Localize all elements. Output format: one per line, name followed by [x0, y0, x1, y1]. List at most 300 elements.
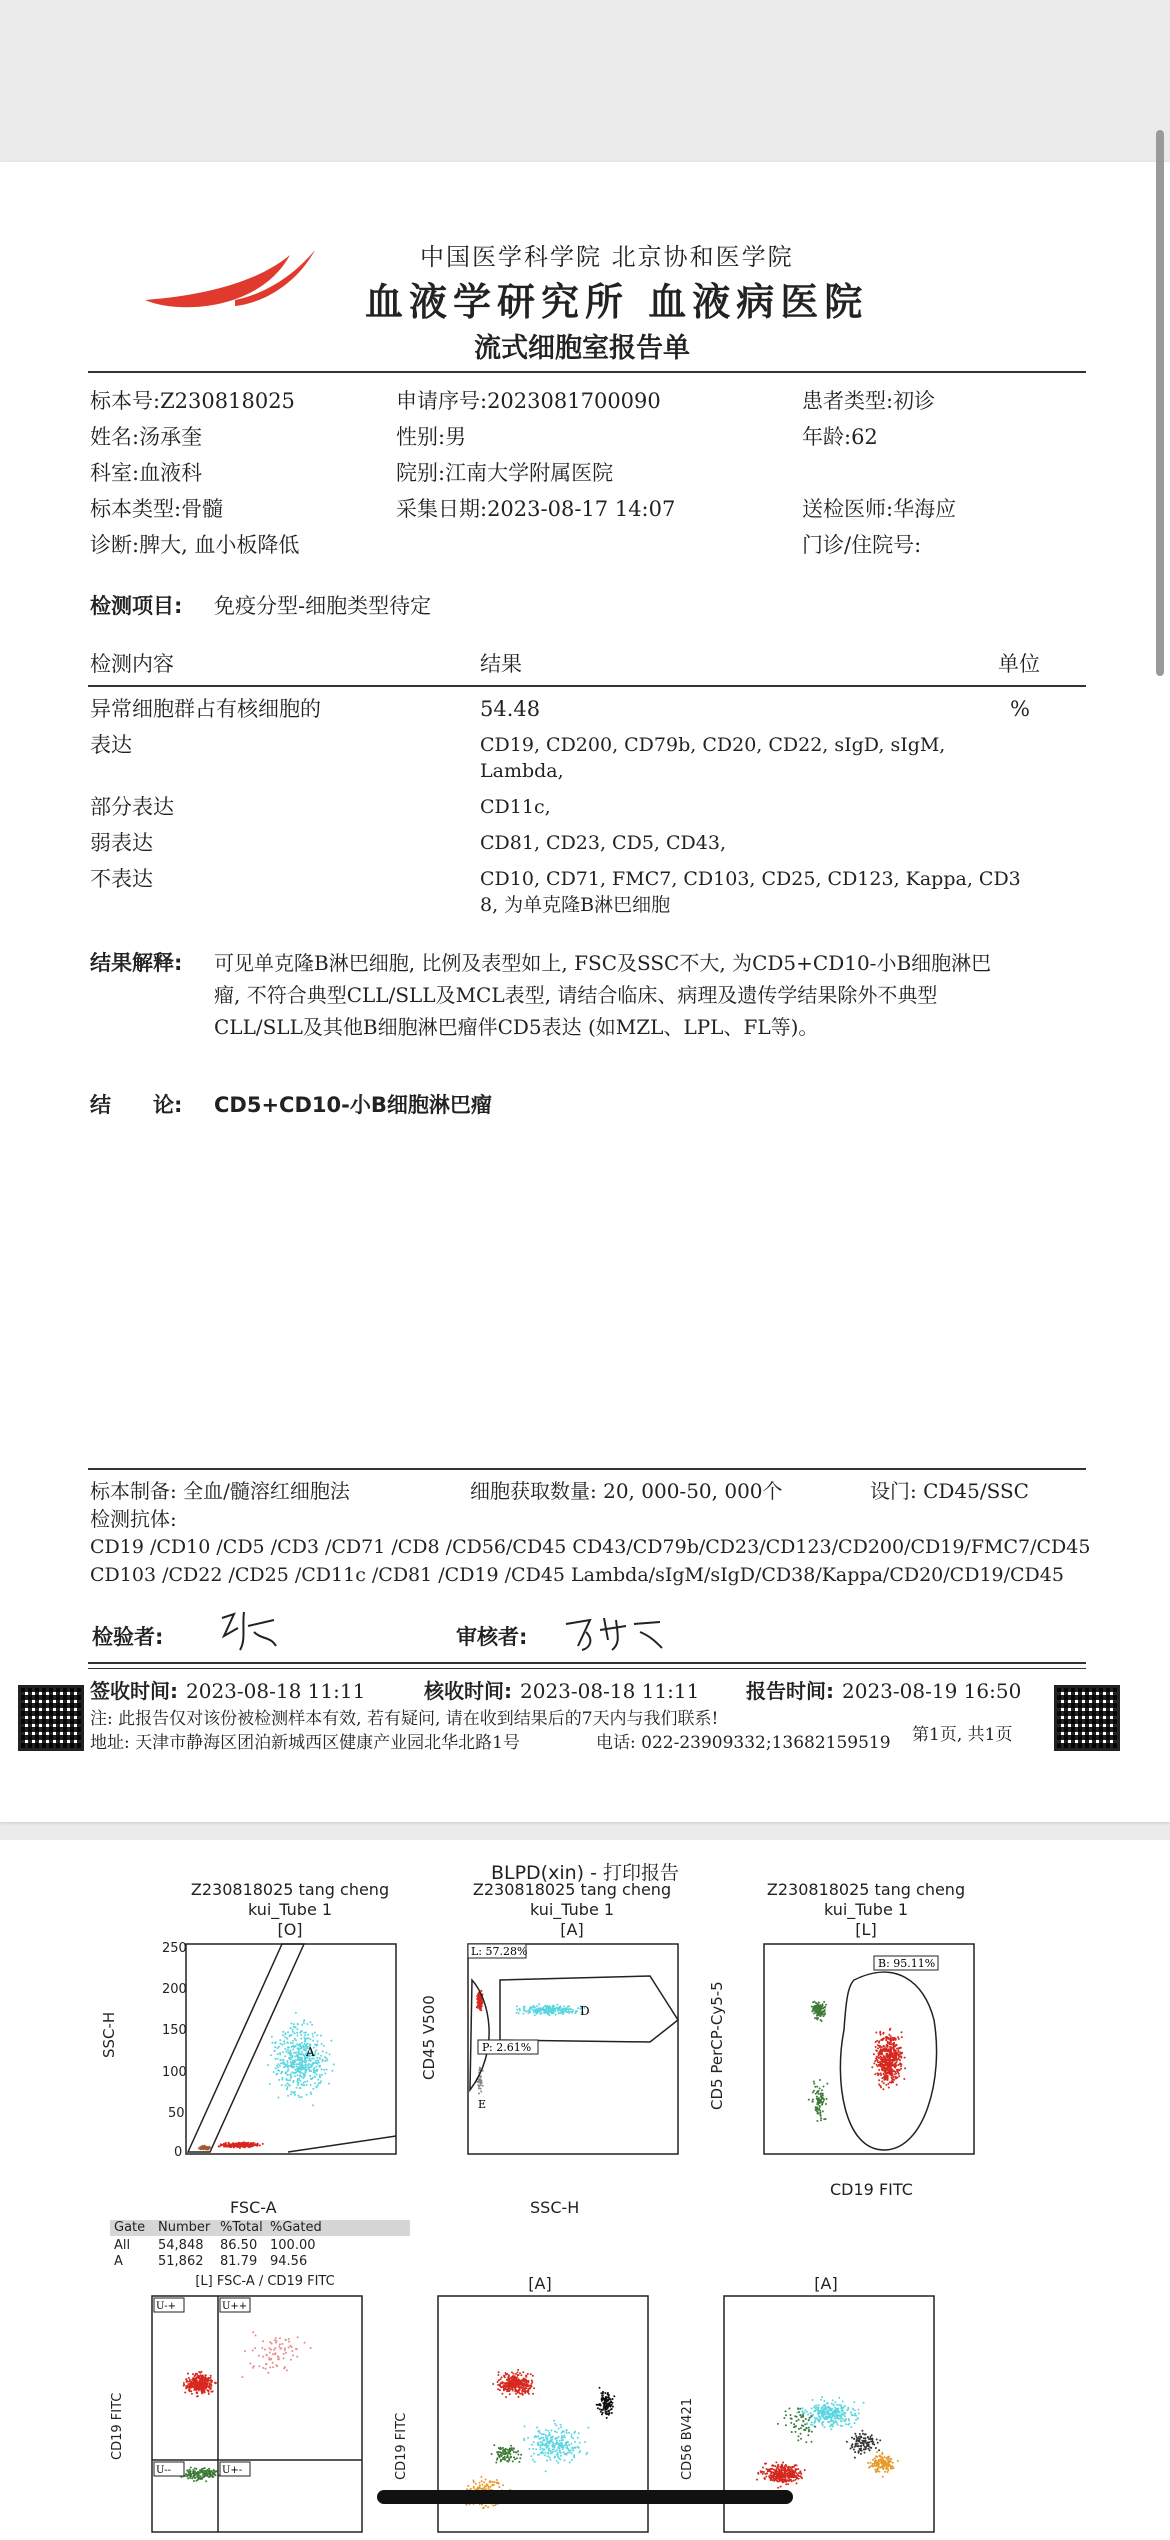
scatter-dot — [305, 2060, 307, 2062]
scatter-dot — [767, 2470, 769, 2472]
institute-line-2: 血液学研究所 血液病医院 — [365, 279, 869, 324]
scatter-dot — [515, 2393, 517, 2395]
scatter-dot — [488, 2486, 490, 2488]
scatter-dot — [210, 2387, 212, 2389]
scatter-dot — [281, 2084, 283, 2086]
scatter-dot — [840, 2414, 842, 2416]
home-indicator[interactable] — [377, 2490, 793, 2504]
scatter-dot — [879, 2439, 881, 2441]
scatter-dot — [793, 2470, 795, 2472]
scatter-dot — [533, 2387, 535, 2389]
scatter-dot — [285, 2352, 287, 2354]
scatter-dot — [806, 2427, 808, 2429]
scatter-dot — [475, 2483, 477, 2485]
scatter-dot — [558, 2444, 560, 2446]
scatter-dot — [891, 2080, 893, 2082]
scatter-dot — [818, 2108, 820, 2110]
scatter-dot — [207, 2379, 209, 2381]
scatter-dot — [830, 2418, 832, 2420]
scatter-dot — [842, 2400, 844, 2402]
scatter-dot — [887, 2063, 889, 2065]
scatter-dot — [567, 2448, 569, 2450]
scatter-dot — [193, 2379, 195, 2381]
scatter-dot — [269, 2352, 271, 2354]
scatter-dot — [477, 2084, 479, 2086]
scatter-dot — [518, 2389, 520, 2391]
scatter-dot — [802, 2407, 804, 2409]
scatter-dot — [861, 2440, 863, 2442]
scatter-dot — [279, 2348, 281, 2350]
scatter-dot — [534, 2461, 536, 2463]
scatter-dot — [780, 2478, 782, 2480]
scatter-dot — [270, 2054, 272, 2056]
scatter-dot — [800, 2427, 802, 2429]
scatter-dot — [299, 2062, 301, 2064]
scatter-dot — [484, 2485, 486, 2487]
conclusion-label: 结 论: — [90, 1093, 183, 1117]
plot3-title: Z230818025 tang cheng — [766, 1880, 966, 1899]
scatter-dot — [499, 2385, 501, 2387]
scatter-dot — [279, 2052, 281, 2054]
scatter-dot — [277, 2047, 279, 2049]
scatter-dot — [879, 2032, 881, 2034]
scatter-dot — [297, 2056, 299, 2058]
scatter-dot — [518, 2008, 520, 2010]
hospital-logo-icon — [140, 240, 320, 320]
scatter-dot — [863, 2402, 865, 2404]
scatter-dot — [310, 2093, 312, 2095]
scatter-dot — [301, 2024, 303, 2026]
scatter-dot — [896, 2053, 898, 2055]
scatter-dot — [882, 2476, 884, 2478]
scatter-dot — [808, 2427, 810, 2429]
divider — [88, 685, 1086, 687]
scatter-dot — [783, 2417, 785, 2419]
scatter-dot — [497, 2388, 499, 2390]
scatter-dot — [556, 2442, 558, 2444]
scatter-dot — [292, 2354, 294, 2356]
scatter-dot — [889, 2029, 891, 2031]
scatter-dot — [320, 2080, 322, 2082]
scatter-dot — [850, 2448, 852, 2450]
scatter-dot — [296, 2032, 298, 2034]
scatter-dot — [534, 2436, 536, 2438]
scatter-dot — [553, 2443, 555, 2445]
scatter-dot — [889, 2070, 891, 2072]
scatter-dot — [512, 2384, 514, 2386]
scatter-dot — [881, 2456, 883, 2458]
scatter-dot — [296, 2052, 298, 2054]
scatter-dot — [498, 2371, 500, 2373]
gate-a-label: A — [306, 2045, 315, 2059]
scatter-dot — [531, 2381, 533, 2383]
scatter-dot — [897, 2069, 899, 2071]
scatter-dot — [886, 2044, 888, 2046]
scatter-dot — [268, 2359, 270, 2361]
scatter-dot — [797, 2474, 799, 2476]
scatter-dot — [204, 2380, 206, 2382]
scatter-dot — [532, 2459, 534, 2461]
scatter-dot — [554, 2423, 556, 2425]
scatter-dot — [876, 2050, 878, 2052]
scatter-dot — [756, 2479, 758, 2481]
scatter-dot — [597, 2407, 599, 2409]
scatter-dot — [805, 2441, 807, 2443]
scatter-dot — [828, 2406, 830, 2408]
scatter-dot — [861, 2430, 863, 2432]
scatter-dot — [782, 2462, 784, 2464]
scatter-dot — [844, 2413, 846, 2415]
patient-type: 患者类型:初诊 — [802, 389, 936, 413]
scatter-dot — [561, 2439, 563, 2441]
scatter-dot — [519, 2372, 521, 2374]
scatter-dot — [501, 2455, 503, 2457]
scatter-dot — [476, 2006, 478, 2008]
scatter-dot — [480, 2091, 482, 2093]
scatter-dot — [503, 2387, 505, 2389]
scatter-dot — [194, 2467, 196, 2469]
scatter-dot — [524, 2006, 526, 2008]
scatter-dot — [889, 2049, 891, 2051]
scatter-dot — [820, 2099, 822, 2101]
scatter-dot — [285, 2032, 287, 2034]
lab-address: 地址: 天津市静海区团泊新城西区健康产业园北华北路1号 — [90, 1733, 520, 1753]
sample-prep: 标本制备: 全血/髓溶红细胞法 — [90, 1479, 350, 1503]
fsc-ssc-plot — [110, 1940, 410, 2180]
scatter-dot — [293, 2063, 295, 2065]
scatter-dot — [880, 2034, 882, 2036]
scatter-dot — [297, 2044, 299, 2046]
scatter-dot — [861, 2450, 863, 2452]
scatter-dot — [197, 2395, 199, 2397]
scatter-dot — [565, 2441, 567, 2443]
scatter-dot — [845, 2423, 847, 2425]
scatter-dot — [545, 2452, 547, 2454]
plot3-gate-title: [L] — [855, 1920, 877, 1939]
scatter-dot — [838, 2418, 840, 2420]
scatter-dot — [318, 2062, 320, 2064]
scatter-dot — [891, 2075, 893, 2077]
scatter-dot — [883, 2082, 885, 2084]
scatter-dot — [888, 2087, 890, 2089]
scatter-dot — [539, 2448, 541, 2450]
scatter-dot — [481, 2480, 483, 2482]
scatter-dot — [814, 2007, 816, 2009]
scatter-dot — [301, 2057, 303, 2059]
scatter-dot — [599, 2403, 601, 2405]
scatter-dot — [875, 2032, 877, 2034]
scatter-dot — [281, 2343, 283, 2345]
scatter-dot — [279, 2337, 281, 2339]
scatter-dot — [822, 2421, 824, 2423]
scatter-dot — [607, 2392, 609, 2394]
scatter-dot — [887, 2049, 889, 2051]
scatter-dot — [555, 2425, 557, 2427]
scatter-dot — [764, 2478, 766, 2480]
scatter-dot — [317, 2084, 319, 2086]
scatter-dot — [477, 2001, 479, 2003]
scatter-dot — [804, 2423, 806, 2425]
scatter-dot — [838, 2411, 840, 2413]
scatter-dot — [546, 2443, 548, 2445]
scatter-dot — [787, 2473, 789, 2475]
scatter-dot — [299, 2032, 301, 2034]
scatter-dot — [279, 2065, 281, 2067]
scatter-dot — [809, 2417, 811, 2419]
scatter-dot — [860, 2446, 862, 2448]
scatter-dot — [822, 2110, 824, 2112]
scatter-dot — [877, 2047, 879, 2049]
scatter-dot — [198, 2377, 200, 2379]
scatter-dot — [870, 2441, 872, 2443]
plot6-ylabel: CD56 BV421 — [680, 2398, 695, 2480]
scatter-dot — [511, 2388, 513, 2390]
scatter-dot — [878, 2449, 880, 2451]
scatter-dot — [571, 2434, 573, 2436]
scatter-dot — [545, 2436, 547, 2438]
scatter-dot — [193, 2480, 195, 2482]
scatter-dot — [316, 2057, 318, 2059]
scatter-dot — [507, 2452, 509, 2454]
scrollbar[interactable] — [1156, 130, 1164, 676]
reviewer-signature-icon — [560, 1610, 670, 1654]
scatter-dot — [495, 2462, 497, 2464]
scatter-dot — [566, 2445, 568, 2447]
scatter-dot — [196, 2380, 198, 2382]
scatter-dot — [886, 2036, 888, 2038]
scatter-dot — [869, 2466, 871, 2468]
scatter-dot — [553, 2446, 555, 2448]
scatter-dot — [500, 2448, 502, 2450]
scatter-dot — [898, 2038, 900, 2040]
scatter-dot — [510, 2445, 512, 2447]
scatter-dot — [880, 2466, 882, 2468]
scatter-dot — [554, 2430, 556, 2432]
scatter-dot — [601, 2397, 603, 2399]
scatter-dot — [787, 2483, 789, 2485]
scatter-dot — [790, 2414, 792, 2416]
scatter-dot — [874, 2073, 876, 2075]
scatter-dot — [816, 2086, 818, 2088]
scatter-dot — [800, 2471, 802, 2473]
scatter-dot — [269, 2366, 271, 2368]
scatter-dot — [900, 2057, 902, 2059]
scatter-dot — [770, 2479, 772, 2481]
scatter-dot — [817, 2407, 819, 2409]
scatter-dot — [878, 2084, 880, 2086]
scatter-dot — [564, 2009, 566, 2011]
scatter-dot — [820, 2119, 822, 2121]
divider — [88, 1668, 1086, 1669]
scatter-dot — [513, 2451, 515, 2453]
scatter-dot — [795, 2479, 797, 2481]
scatter-dot — [277, 2058, 279, 2060]
scatter-dot — [297, 2084, 299, 2086]
scatter-dot — [508, 2374, 510, 2376]
scatter-dot — [478, 2093, 480, 2095]
scatter-dot — [310, 2084, 312, 2086]
scatter-dot — [473, 2487, 475, 2489]
scatter-dot — [604, 2407, 606, 2409]
scatter-dot — [889, 2051, 891, 2053]
scatter-dot — [215, 2382, 217, 2384]
scatter-dot — [287, 2095, 289, 2097]
scatter-dot — [792, 2476, 794, 2478]
scatter-dot — [817, 2099, 819, 2101]
plot6-title: [A] — [814, 2274, 838, 2293]
scatter-dot — [523, 2013, 525, 2015]
plot2-ylabel: CD45 V500 — [420, 1995, 438, 2080]
scatter-dot — [601, 2409, 603, 2411]
lab-phone: 电话: 022-23909332;13682159519 — [596, 1733, 891, 1753]
scatter-dot — [878, 2040, 880, 2042]
scatter-dot — [899, 2069, 901, 2071]
scatter-dot — [607, 2407, 609, 2409]
scatter-dot — [560, 2424, 562, 2426]
scatter-dot — [823, 2400, 825, 2402]
scatter-dot — [197, 2375, 199, 2377]
scatter-dot — [306, 2038, 308, 2040]
scatter-dot — [233, 2146, 235, 2148]
scatter-dot — [817, 2017, 819, 2019]
scatter-dot — [513, 2373, 515, 2375]
scatter-dot — [817, 2004, 819, 2006]
scatter-dot — [798, 2435, 800, 2437]
scatter-dot — [303, 2022, 305, 2024]
scatter-dot — [515, 2373, 517, 2375]
scatter-dot — [563, 2451, 565, 2453]
scatter-dot — [507, 2449, 509, 2451]
scatter-dot — [492, 2383, 494, 2385]
scatter-dot — [898, 2064, 900, 2066]
scatter-dot — [878, 2471, 880, 2473]
doctor: 送检医师:华海应 — [802, 497, 957, 521]
scatter-dot — [898, 2047, 900, 2049]
scatter-dot — [578, 2452, 580, 2454]
scatter-dot — [553, 2457, 555, 2459]
table-row: All 54,848 86.50 100.00 — [114, 2238, 316, 2253]
scatter-dot — [489, 2481, 491, 2483]
scatter-dot — [780, 2486, 782, 2488]
scatter-dot — [783, 2469, 785, 2471]
scatter-dot — [299, 2096, 301, 2098]
scatter-dot — [889, 2081, 891, 2083]
scatter-dot — [782, 2481, 784, 2483]
scatter-dot — [319, 2057, 321, 2059]
scatter-dot — [791, 2431, 793, 2433]
antibody-line: CD103 /CD22 /CD25 /CD11c /CD81 /CD19 /CD45 Lambda/sIgM/sIgD/CD38/Kappa/CD20/CD19/CD45 — [90, 1564, 1064, 1586]
scatter-dot — [323, 2069, 325, 2071]
scatter-dot — [321, 2074, 323, 2076]
scatter-dot — [304, 2068, 306, 2070]
scatter-dot — [840, 2420, 842, 2422]
scatter-dot — [297, 2035, 299, 2037]
scatter-dot — [290, 2077, 292, 2079]
scatter-dot — [610, 2399, 612, 2401]
scatter-dot — [820, 2112, 822, 2114]
scatter-dot — [319, 2065, 321, 2067]
scatter-dot — [600, 2411, 602, 2413]
interpretation-line: 可见单克隆B淋巴细胞, 比例及表型如上, FSC及SSC不大, 为CD5+CD10-小B细胞淋巴 — [214, 951, 992, 975]
scatter-dot — [199, 2372, 201, 2374]
scatter-dot — [887, 2463, 889, 2465]
scatter-dot — [525, 2011, 527, 2013]
table-header-unit: 单位 — [998, 652, 1040, 676]
scatter-dot — [486, 2483, 488, 2485]
scatter-dot — [289, 2053, 291, 2055]
scatter-dot — [880, 2074, 882, 2076]
scatter-dot — [516, 2005, 518, 2007]
scatter-dot — [773, 2473, 775, 2475]
scatter-dot — [785, 2464, 787, 2466]
scatter-dot — [317, 2079, 319, 2081]
scatter-dot — [290, 2093, 292, 2095]
scatter-dot — [608, 2399, 610, 2401]
scatter-dot — [883, 2037, 885, 2039]
scatter-dot — [293, 2080, 295, 2082]
scatter-dot — [284, 2349, 286, 2351]
scatter-dot — [267, 2064, 269, 2066]
scatter-dot — [566, 2429, 568, 2431]
scatter-dot — [513, 2456, 515, 2458]
divider — [88, 1468, 1086, 1470]
scatter-dot — [853, 2401, 855, 2403]
scatter-dot — [548, 2432, 550, 2434]
scatter-dot — [187, 2386, 189, 2388]
scatter-dot — [279, 2039, 281, 2041]
scatter-dot — [876, 2072, 878, 2074]
table-header-item: 检测内容 — [90, 652, 174, 676]
scatter-dot — [547, 2445, 549, 2447]
scatter-dot — [480, 1990, 482, 1992]
scatter-dot — [517, 2369, 519, 2371]
scatter-dot — [821, 2089, 823, 2091]
scatter-dot — [318, 2082, 320, 2084]
scatter-dot — [605, 2396, 607, 2398]
scatter-dot — [316, 2069, 318, 2071]
scatter-dot — [815, 2012, 817, 2014]
scatter-dot — [324, 2060, 326, 2062]
scatter-dot — [888, 2460, 890, 2462]
outpatient-no: 门诊/住院号: — [802, 533, 922, 557]
scatter-dot — [796, 2482, 798, 2484]
scatter-dot — [261, 2347, 263, 2349]
scatter-dot — [605, 2411, 607, 2413]
scatter-dot — [209, 2384, 211, 2386]
scatter-dot — [813, 2083, 815, 2085]
scatter-dot — [795, 2475, 797, 2477]
scatter-dot — [895, 2073, 897, 2075]
scatter-dot — [781, 2467, 783, 2469]
scatter-dot — [272, 2366, 274, 2368]
sign-time: 2023-08-18 11:11 — [186, 1679, 366, 1703]
scatter-dot — [846, 2441, 848, 2443]
scatter-dot — [241, 2376, 243, 2378]
scatter-dot — [258, 2365, 260, 2367]
scatter-dot — [890, 2065, 892, 2067]
scatter-dot — [311, 2065, 313, 2067]
scatter-dot — [296, 2028, 298, 2030]
scatter-dot — [283, 2040, 285, 2042]
scatter-dot — [292, 2049, 294, 2051]
scatter-dot — [192, 2383, 194, 2385]
scatter-dot — [294, 2072, 296, 2074]
scatter-dot — [523, 2439, 525, 2441]
scatter-dot — [832, 2420, 834, 2422]
scatter-dot — [864, 2440, 866, 2442]
scatter-dot — [249, 2363, 251, 2365]
scatter-dot — [775, 2461, 777, 2463]
